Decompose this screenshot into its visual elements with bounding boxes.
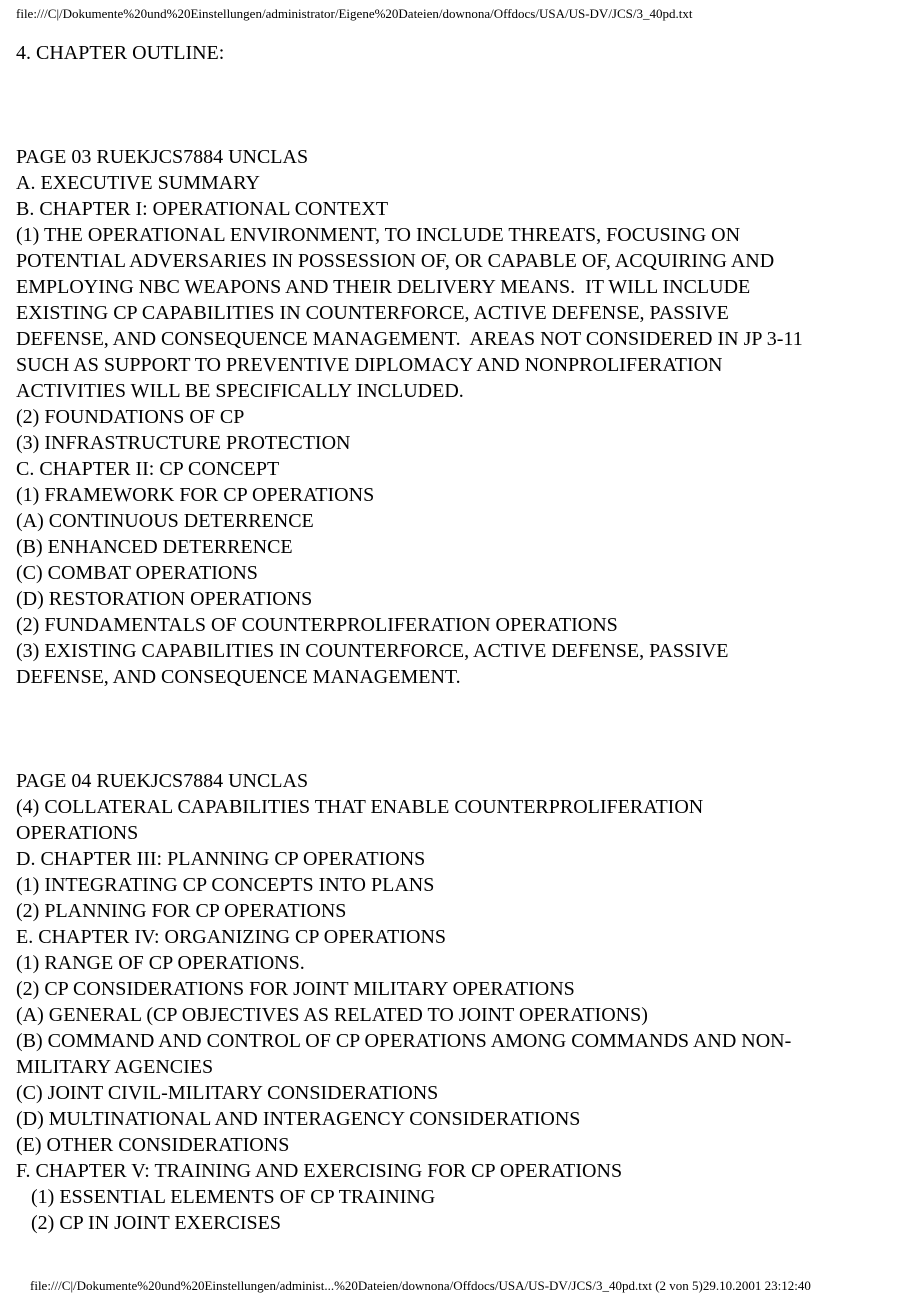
text-line: (3) INFRASTRUCTURE PROTECTION <box>16 432 351 454</box>
text-line: (D) MULTINATIONAL AND INTERAGENCY CONSIDERATIONS <box>16 1108 581 1130</box>
text-line: (2) CP CONSIDERATIONS FOR JOINT MILITARY OPERATIONS <box>16 978 575 1000</box>
text-line: E. CHAPTER IV: ORGANIZING CP OPERATIONS <box>16 926 447 948</box>
text-line: ACTIVITIES WILL BE SPECIFICALLY INCLUDED. <box>16 380 464 402</box>
text-line: PAGE 04 RUEKJCS7884 UNCLAS <box>16 770 309 792</box>
document-text <box>16 40 896 1236</box>
text-line <box>16 92 896 118</box>
text-line <box>16 742 896 768</box>
text-line: OPERATIONS <box>16 822 139 844</box>
text-line: (B) COMMAND AND CONTROL OF CP OPERATIONS AMONG COMMANDS AND NON- <box>16 1030 792 1052</box>
text-line: B. CHAPTER I: OPERATIONAL CONTEXT <box>16 198 389 220</box>
text-line: (1) FRAMEWORK FOR CP OPERATIONS <box>16 484 375 506</box>
text-line: (2) FUNDAMENTALS OF COUNTERPROLIFERATION OPERATIONS <box>16 614 618 636</box>
text-line: (C) COMBAT OPERATIONS <box>16 562 258 584</box>
text-line: (4) COLLATERAL CAPABILITIES THAT ENABLE COUNTERPROLIFERATION <box>16 796 704 818</box>
text-line <box>16 690 896 716</box>
text-line: EXISTING CP CAPABILITIES IN COUNTERFORCE, ACTIVE DEFENSE, PASSIVE <box>16 302 729 324</box>
text-line: (C) JOINT CIVIL-MILITARY CONSIDERATIONS <box>16 1082 439 1104</box>
text-line: POTENTIAL ADVERSARIES IN POSSESSION OF, OR CAPABLE OF, ACQUIRING AND <box>16 250 775 272</box>
text-line: C. CHAPTER II: CP CONCEPT <box>16 458 280 480</box>
text-line: SUCH AS SUPPORT TO PREVENTIVE DIPLOMACY AND NONPROLIFERATION <box>16 354 723 376</box>
text-line <box>16 716 896 742</box>
text-line: A. EXECUTIVE SUMMARY <box>16 172 260 194</box>
text-line: EMPLOYING NBC WEAPONS AND THEIR DELIVERY MEANS. IT WILL INCLUDE <box>16 276 751 298</box>
text-line: (2) PLANNING FOR CP OPERATIONS <box>16 900 347 922</box>
text-line: (A) CONTINUOUS DETERRENCE <box>16 510 314 532</box>
text-line: (1) INTEGRATING CP CONCEPTS INTO PLANS <box>16 874 435 896</box>
text-line: (A) GENERAL (CP OBJECTIVES AS RELATED TO JOINT OPERATIONS) <box>16 1004 648 1026</box>
text-line: (2) FOUNDATIONS OF CP <box>16 406 245 428</box>
text-line: DEFENSE, AND CONSEQUENCE MANAGEMENT. <box>16 666 461 688</box>
text-line: D. CHAPTER III: PLANNING CP OPERATIONS <box>16 848 426 870</box>
text-line: (B) ENHANCED DETERRENCE <box>16 536 293 558</box>
text-line: MILITARY AGENCIES <box>16 1056 214 1078</box>
text-line: (1) ESSENTIAL ELEMENTS OF CP TRAINING <box>16 1186 436 1208</box>
text-line <box>16 118 896 144</box>
text-line: PAGE 03 RUEKJCS7884 UNCLAS <box>16 146 309 168</box>
text-line: (1) THE OPERATIONAL ENVIRONMENT, TO INCLUDE THREATS, FOCUSING ON <box>16 224 741 246</box>
text-line <box>16 66 896 92</box>
text-line: 4. CHAPTER OUTLINE: <box>16 42 225 64</box>
text-line: (E) OTHER CONSIDERATIONS <box>16 1134 290 1156</box>
text-line: DEFENSE, AND CONSEQUENCE MANAGEMENT. AREAS NOT CONSIDERED IN JP 3-11 <box>16 328 803 350</box>
footer-file-path: file:///C|/Dokumente%20und%20Einstellungen/administ...%20Dateien/downona/Offdocs/USA/US-DV/JCS/3_40pd.txt (2 von 5)29.10.2001 23:12:40 <box>30 1278 811 1293</box>
text-line: (2) CP IN JOINT EXERCISES <box>16 1212 282 1234</box>
text-line: F. CHAPTER V: TRAINING AND EXERCISING FOR CP OPERATIONS <box>16 1160 623 1182</box>
text-line: (1) RANGE OF CP OPERATIONS. <box>16 952 305 974</box>
text-line: (D) RESTORATION OPERATIONS <box>16 588 313 610</box>
text-line: (3) EXISTING CAPABILITIES IN COUNTERFORCE, ACTIVE DEFENSE, PASSIVE <box>16 640 729 662</box>
header-file-path: file:///C|/Dokumente%20und%20Einstellungen/administrator/Eigene%20Dateien/downona/Offdocs/USA/US-DV/JCS/3_40pd.txt <box>16 6 693 21</box>
